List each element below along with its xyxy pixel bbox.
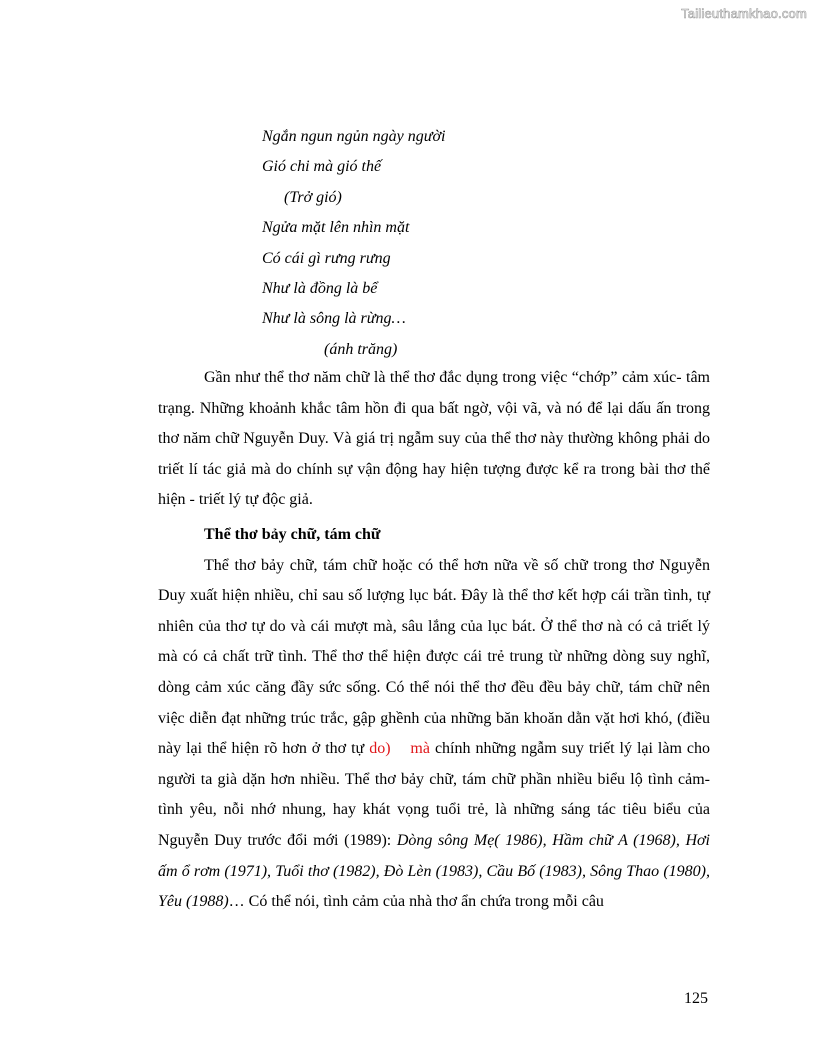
poem-line: Gió chi mà gió thế — [262, 158, 382, 176]
poem-line: Như là sông là rừng… — [262, 310, 406, 328]
highlighted-text: mà — [410, 740, 430, 758]
body-text — [158, 363, 710, 918]
paragraph-text: Thể thơ bảy chữ, tám chữ hoặc có thể hơn nữa về số chữ trong thơ Nguyễn Duy xuất hiện nhiều, chỉ sau số lượng lục bát. Đây là thể thơ kết hợp cái trần tình, tự nhiên của thơ tự do và cái mượt mà, sâu lắng của lục bát. Ở thể thơ nà có cả triết lý mà có cả chất trữ tình. Thể thơ thể hiện được cái trẻ trung từ những dòng suy nghĩ, dòng cảm xúc căng đầy sức sống. Có thể nói thể thơ đều đều bảy chữ, tám chữ nên việc diễn đạt những trúc trắc, gập ghềnh của những băn khoăn dằn vặt hơi khó, (điều này lại thể hiện rõ hơn ở thơ tự — [158, 556, 710, 758]
paragraph: Gần như thể thơ năm chữ là thể thơ đắc dụng trong việc “chớp” cảm xúc- tâm trạng. Những khoảnh khắc tâm hồn đi qua bất ngờ, vội vã, và nó để lại dấu ấn trong thơ năm chữ Nguyễn Duy. Và giá trị ngẫm suy của thể thơ này thường không phải do triết lí tác giả mà do chính sự vận động hay hiện tượng được kể ra trong bài thơ thể hiện - triết lý tự độc giả. — [158, 369, 710, 509]
poem-source: (ánh trăng) — [324, 340, 398, 358]
poem-line: Như là đồng là bể — [262, 279, 378, 297]
watermark: Tailieuthamkhao.com — [681, 6, 807, 21]
poem-line: Có cái gì rưng rưng — [262, 249, 391, 267]
paragraph-text: … Có thể nói, tình cảm của nhà thơ ẩn chứa trong mỗi câu — [228, 893, 604, 911]
poem-source: (Trở gió) — [284, 188, 342, 206]
highlighted-text: do) — [369, 740, 391, 758]
poem-line: Ngắn ngun ngủn ngày người — [262, 128, 446, 145]
poem-line: Ngửa mặt lên nhìn mặt — [262, 219, 410, 237]
page-number: 125 — [684, 990, 708, 1007]
poem-block — [262, 122, 445, 365]
paragraph-text: chính những ngẫm suy triết lý lại làm cho người ta già dặn hơn nhiều. Thể thơ bảy chữ, tám chữ phần nhiều biểu lộ tình cảm- tình yêu, nỗi nhớ nhung, hay khát vọng tuổi trẻ, là những sáng tác tiêu biểu của Nguyễn Duy trước đổi mới (1989): — [158, 740, 710, 849]
paragraph — [158, 551, 710, 918]
section-heading: Thể thơ bảy chữ, tám chữ — [204, 525, 381, 543]
works-list: Dòng sông Mẹ( 1986), Hầm chữ A (1968), Hơi ấm ổ rơm (1971), Tuổi thơ (1982), Đò Lèn (1983), Cầu Bố (1983), Sông Thao (1980), Yêu (1988) — [158, 831, 710, 911]
